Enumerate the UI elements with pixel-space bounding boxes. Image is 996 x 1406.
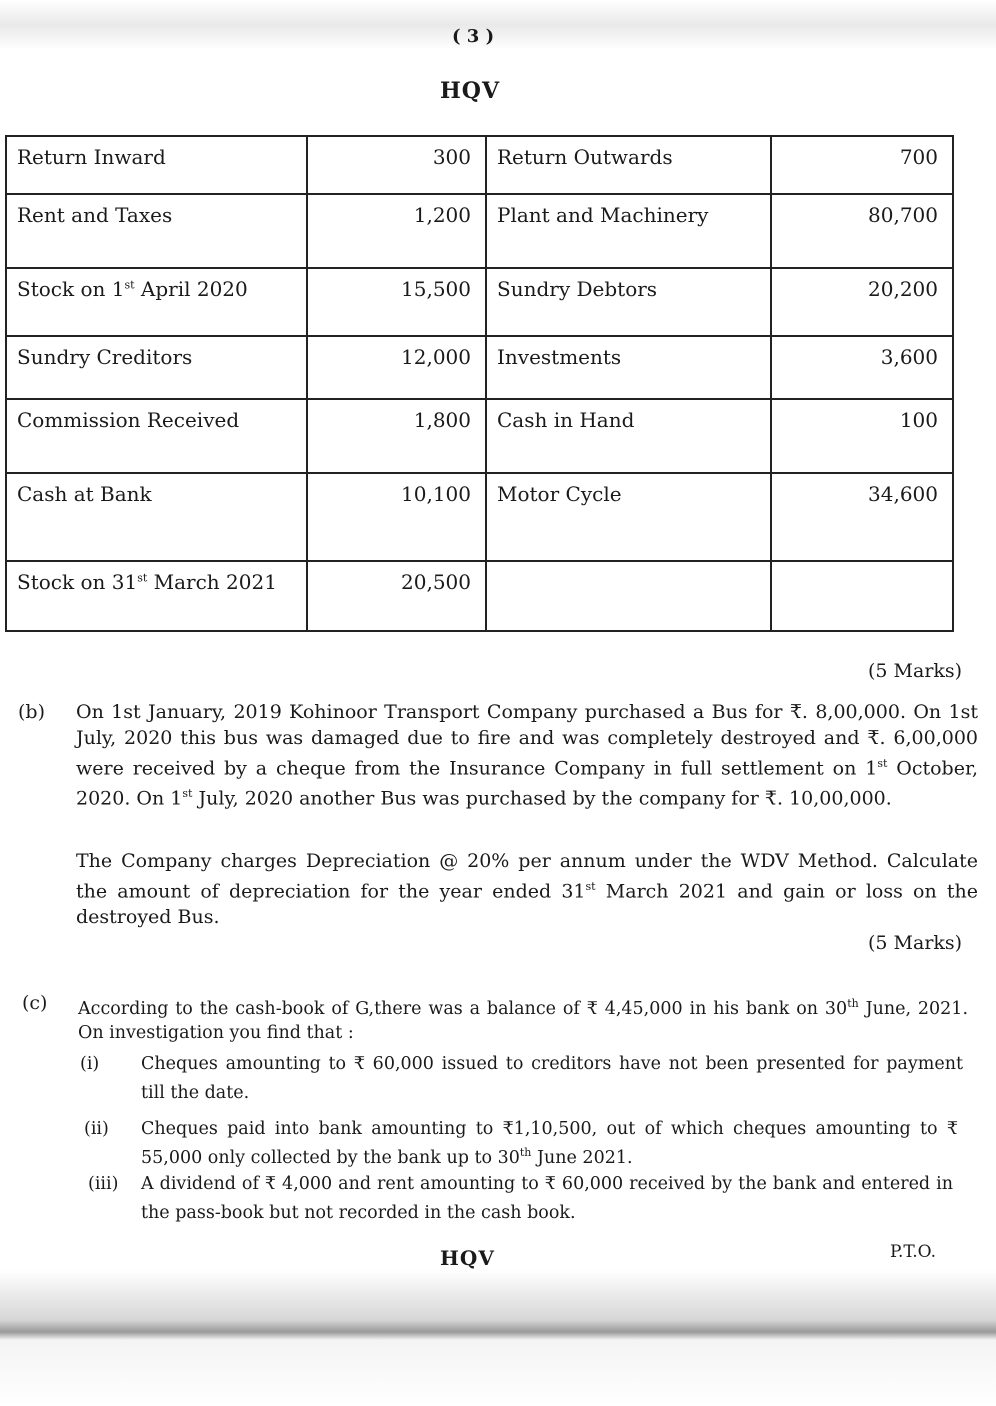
right-account-cell: Plant and Machinery [486, 194, 771, 268]
text: A dividend of ₹ 4,000 and rent amounting to ₹ 60,000 received by the bank and entered in the pass-book but not recorded in the cash book. [141, 1174, 953, 1223]
left-account-cell [6, 399, 307, 473]
paper-code: HQV [440, 78, 501, 104]
sub-item-label: (i) [80, 1054, 100, 1074]
scan-shadow-bottom [0, 1270, 996, 1406]
left-account-cell [6, 268, 307, 336]
text: June 2021. [531, 1147, 633, 1168]
sub-item-text [141, 1117, 958, 1170]
label: Rent and Taxes [17, 203, 173, 227]
sup: st [585, 880, 596, 893]
left-amount-cell: 1,200 [307, 194, 486, 268]
table-row [6, 336, 953, 399]
table-row [6, 399, 953, 473]
text: According to the cash-book of G,there was a balance of ₹ 4,45,000 in his bank on 30 [78, 998, 848, 1019]
sup: st [877, 757, 888, 770]
label: Return Inward [17, 145, 166, 169]
right-account-cell: Investments [486, 336, 771, 399]
right-amount-cell: 20,200 [771, 268, 953, 336]
right-account-cell [486, 561, 771, 631]
left-amount-cell: 10,100 [307, 473, 486, 561]
table-row [6, 268, 953, 336]
text: March 2021 and gain or loss on the destroyed Bus. [76, 880, 978, 929]
left-account-cell [6, 336, 307, 399]
table-row [6, 194, 953, 268]
table-row [6, 561, 953, 631]
sub-item-text [141, 1052, 963, 1105]
right-amount-cell [771, 561, 953, 631]
label: Cash at Bank [17, 482, 152, 506]
left-account-cell [6, 136, 307, 194]
right-amount-cell: 100 [771, 399, 953, 473]
text: October, 2020. On 1 [76, 757, 979, 810]
right-amount-cell: 700 [771, 136, 953, 194]
right-amount-cell: 3,600 [771, 336, 953, 399]
sup: st [182, 787, 193, 801]
scan-shadow-top [0, 0, 996, 50]
left-amount-cell: 300 [307, 136, 486, 194]
marks-a: (5 Marks) [868, 660, 963, 682]
marks-b: (5 Marks) [868, 932, 963, 954]
ledger-balances-table [5, 135, 954, 632]
left-amount-cell: 1,800 [307, 399, 486, 473]
left-amount-cell: 15,500 [307, 268, 486, 336]
sub-item-label: (iii) [88, 1174, 119, 1194]
right-account-cell: Cash in Hand [486, 399, 771, 473]
question-c-intro [78, 992, 968, 1045]
left-amount-cell: 20,500 [307, 561, 486, 631]
label: April 2020 [134, 277, 248, 301]
text: Cheques paid into bank amounting to ₹1,10,500, out of which cheques amounting to ₹ 55,000 only collected by the bank up to 30 [141, 1119, 958, 1168]
question-b-para-2 [76, 848, 978, 930]
text: On 1st January, 2019 Kohinoor Transport Company purchased a Bus for ₹. 8,00,000. On 1st July, 2020 this bus was damaged due to fire and was completely destroyed and ₹. 6,00,000 were received by a cheque from the Insurance Company in full settlement on 1 [76, 701, 978, 780]
label: Stock on 1 [17, 277, 125, 301]
text: June, 2021. On investigation you find that : [78, 998, 969, 1043]
text: The Company charges Depreciation @ 20% per annum under the WDV Method. Calculate the amount of depreciation for the year ended 31 [76, 850, 978, 903]
text: July, 2020 another Bus was purchased by the company for ₹. 10,00,000. [192, 787, 892, 810]
right-amount-cell: 80,700 [771, 194, 953, 268]
sub-item-text [141, 1172, 953, 1225]
question-b-label: (b) [18, 701, 45, 723]
footer-paper-code: HQV [440, 1246, 495, 1270]
question-c-label: (c) [22, 992, 48, 1014]
label: Commission Received [17, 408, 240, 432]
sub-item-label: (ii) [84, 1119, 109, 1139]
table-row [6, 473, 953, 561]
label: Stock on 31 [17, 570, 138, 594]
sup: th [847, 997, 859, 1010]
question-b-para-1 [76, 699, 978, 812]
right-account-cell: Return Outwards [486, 136, 771, 194]
left-amount-cell: 12,000 [307, 336, 486, 399]
right-account-cell: Sundry Debtors [486, 268, 771, 336]
table-row [6, 136, 953, 194]
left-account-cell [6, 561, 307, 631]
text: Cheques amounting to ₹ 60,000 issued to creditors have not been presented for payment till the date. [141, 1054, 963, 1103]
sup: th [519, 1146, 532, 1159]
left-account-cell [6, 473, 307, 561]
label: March 2021 [147, 570, 277, 594]
sup: st [124, 278, 135, 292]
label: Sundry Creditors [17, 345, 193, 369]
sup: st [137, 571, 148, 585]
pto: P.T.O. [890, 1242, 936, 1262]
right-amount-cell: 34,600 [771, 473, 953, 561]
left-account-cell [6, 194, 307, 268]
page-number: ( 3 ) [452, 26, 495, 47]
right-account-cell: Motor Cycle [486, 473, 771, 561]
